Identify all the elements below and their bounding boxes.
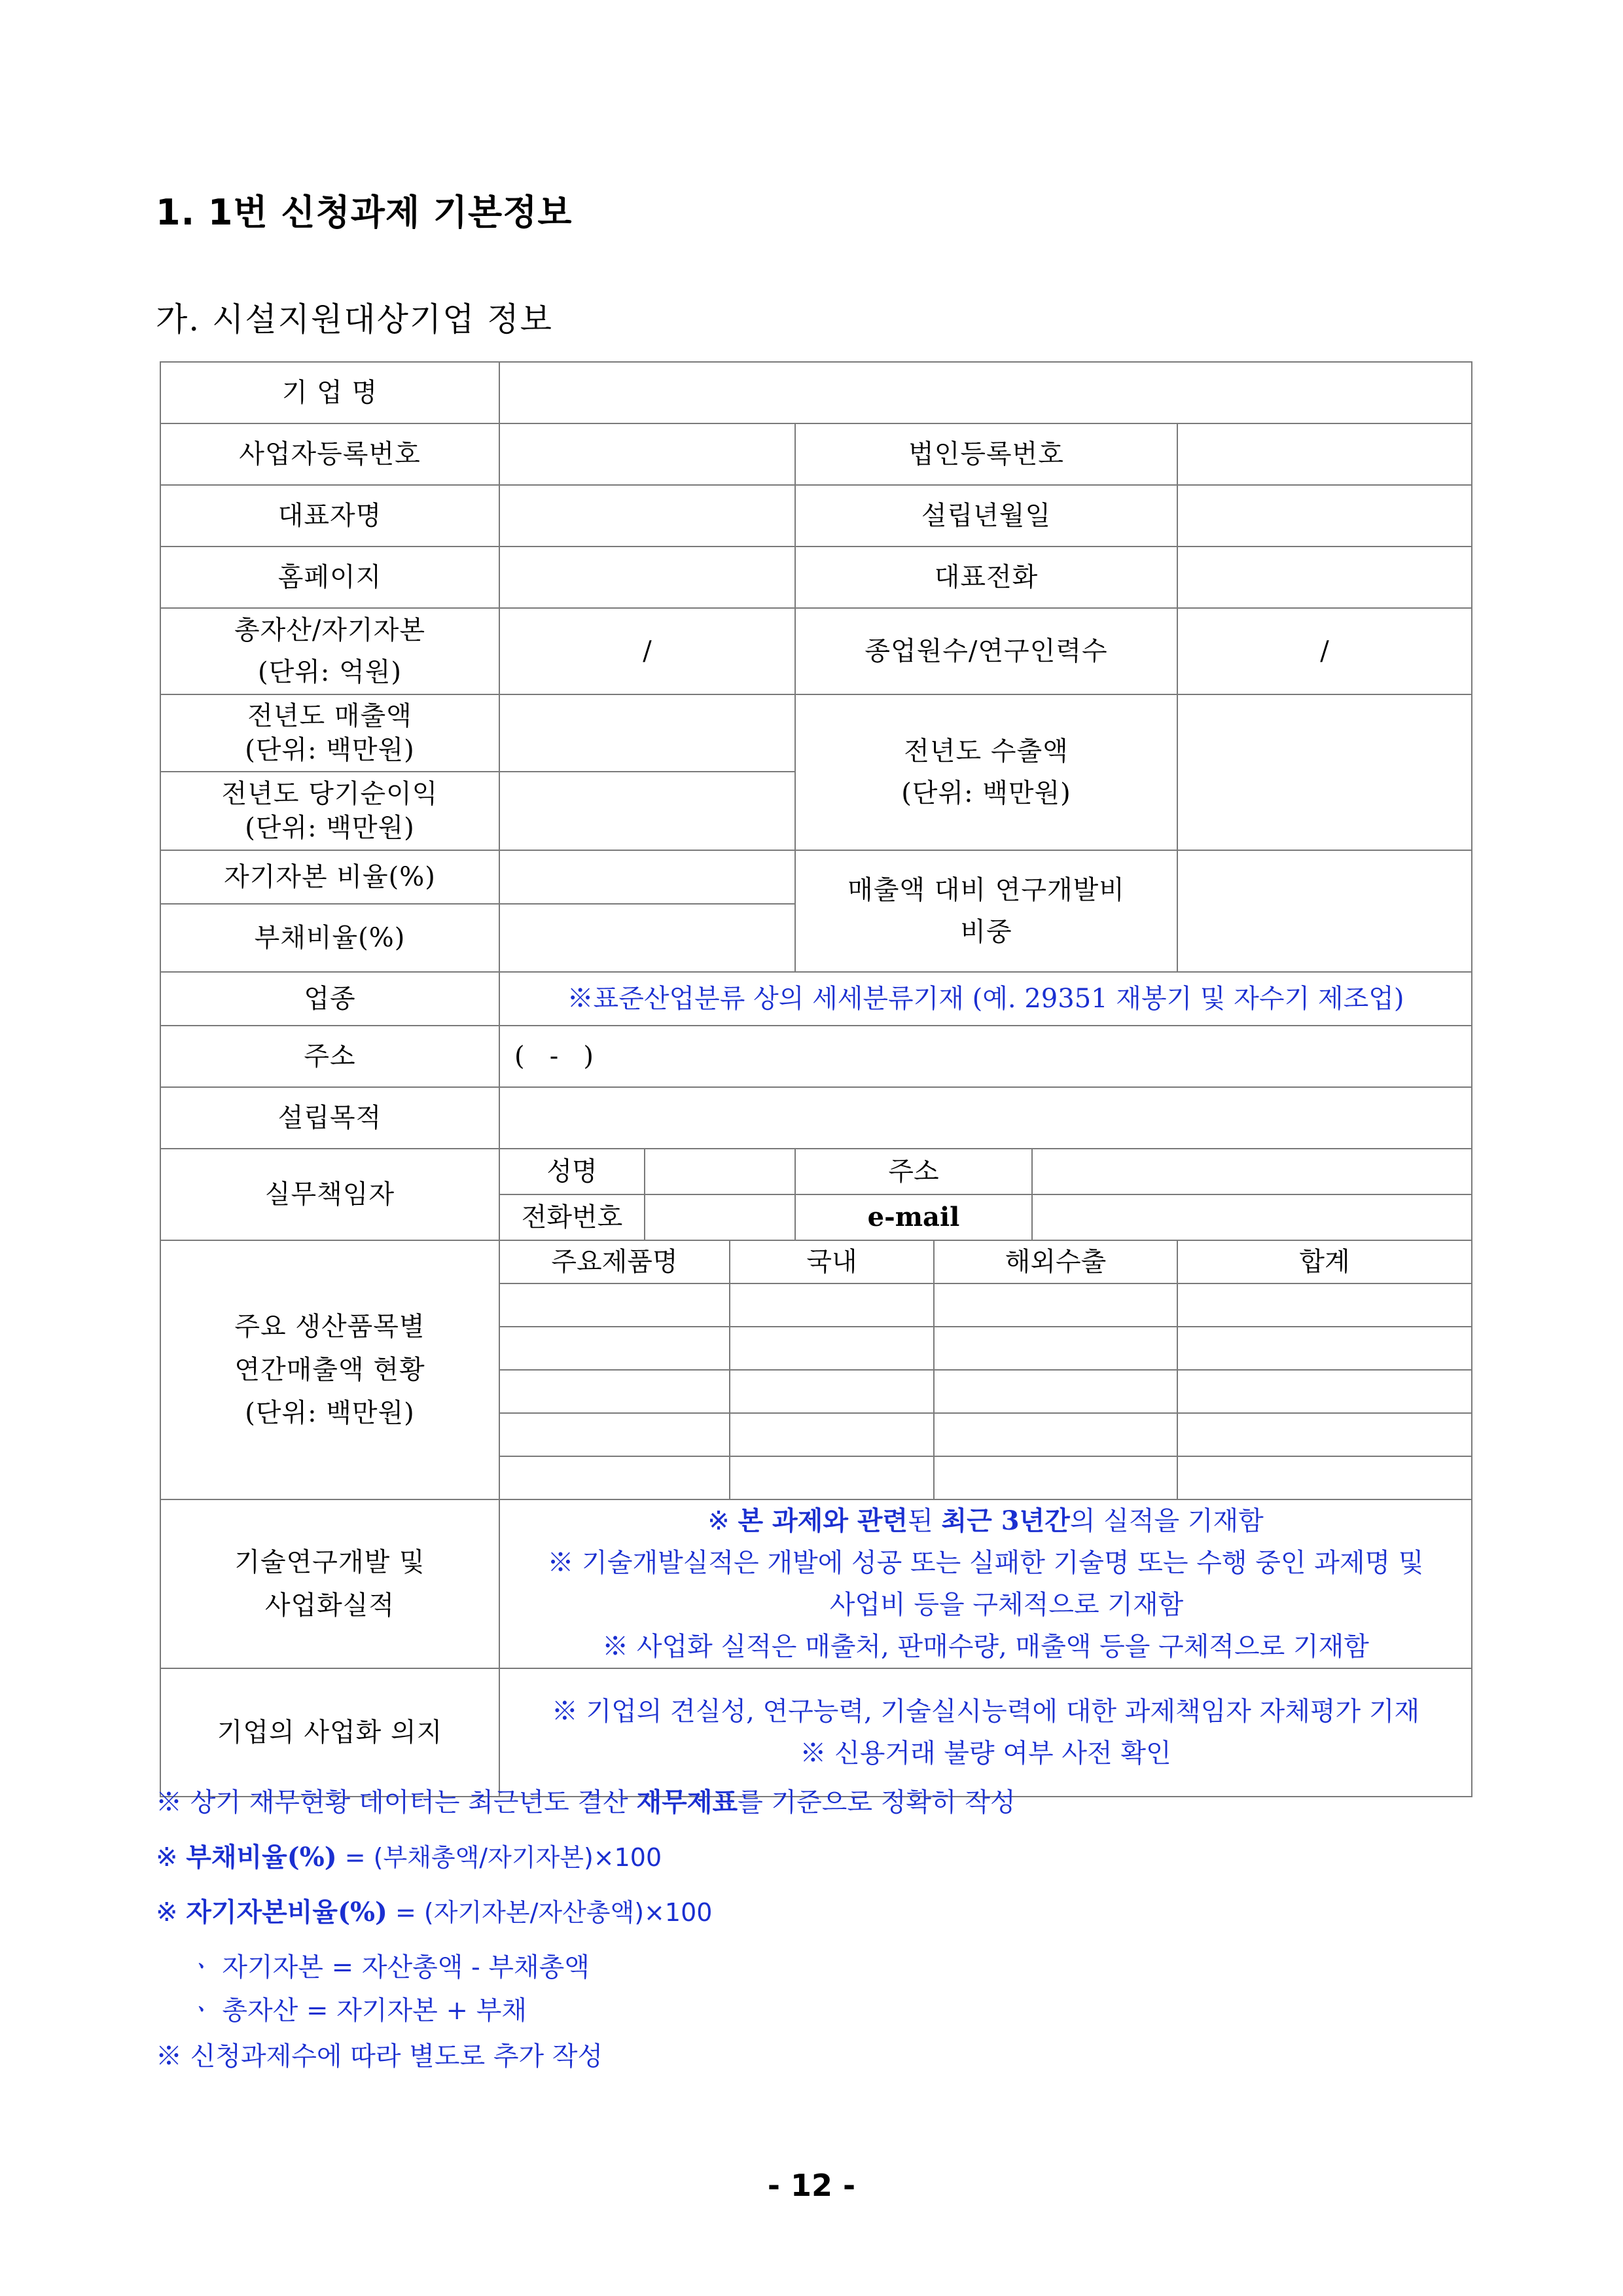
company-info-table xyxy=(160,361,1472,1797)
label-assets-unit: (단위: 억원) xyxy=(258,657,402,687)
product-cell[interactable] xyxy=(499,1327,730,1370)
domestic-cell[interactable] xyxy=(730,1456,934,1499)
label-tech-line1: 기술연구개발 및 xyxy=(234,1547,425,1577)
tech-note-2: ※ 기술개발실적은 개발에 성공 또는 실패한 기술명 또는 수행 중인 과제명 및 xyxy=(547,1548,1424,1578)
label-products xyxy=(160,1240,499,1499)
field-assets[interactable]: / xyxy=(499,608,795,694)
label-sales-line1: 전년도 매출액 xyxy=(247,701,412,731)
footnote-financial-basis: ※ 상기 재무현황 데이터는 최근년도 결산 재무제표를 기준으로 정확히 작성 xyxy=(156,1787,1016,1818)
will-note-2: ※ 신용거래 불량 여부 사전 확인 xyxy=(800,1738,1171,1768)
export-cell[interactable] xyxy=(934,1283,1177,1327)
footnote-assets-def: ㆍ 총자산 = 자기자본 + 부채 xyxy=(188,1996,527,2026)
label-biz-will: 기업의 사업화 의지 xyxy=(160,1668,499,1797)
total-cell[interactable] xyxy=(1177,1413,1472,1456)
field-ceo-name[interactable] xyxy=(499,485,795,547)
total-cell[interactable] xyxy=(1177,1456,1472,1499)
field-manager-phone[interactable] xyxy=(645,1194,795,1240)
field-employees[interactable]: / xyxy=(1177,608,1472,694)
label-debt-ratio: 부채비율(%) xyxy=(160,904,499,972)
field-profit[interactable] xyxy=(499,772,795,850)
field-manager-address[interactable] xyxy=(1032,1149,1472,1194)
label-profit-unit: (단위: 백만원) xyxy=(245,813,415,843)
label-products-unit: (단위: 백만원) xyxy=(245,1398,415,1428)
field-manager-email[interactable] xyxy=(1032,1194,1472,1240)
field-debt-ratio[interactable] xyxy=(499,904,795,972)
field-biz-will[interactable] xyxy=(499,1668,1472,1797)
label-export xyxy=(795,694,1177,850)
label-est-date: 설립년월일 xyxy=(795,485,1177,547)
label-manager-phone: 전화번호 xyxy=(499,1194,645,1240)
product-cell[interactable] xyxy=(499,1456,730,1499)
label-tech-line2: 사업화실적 xyxy=(264,1590,395,1621)
col-header-export: 해외수출 xyxy=(934,1240,1177,1283)
export-cell[interactable] xyxy=(934,1456,1177,1499)
product-cell[interactable] xyxy=(499,1283,730,1327)
label-equity-ratio: 자기자본 비율(%) xyxy=(160,850,499,904)
label-export-unit: (단위: 백만원) xyxy=(901,778,1071,808)
col-header-product: 주요제품명 xyxy=(499,1240,730,1283)
label-industry: 업종 xyxy=(160,972,499,1026)
label-ceo-name: 대표자명 xyxy=(160,485,499,547)
field-equity-ratio[interactable] xyxy=(499,850,795,904)
total-cell[interactable] xyxy=(1177,1327,1472,1370)
subsection-heading: 가. 시설지원대상기업 정보 xyxy=(156,300,553,338)
field-industry[interactable]: ※표준산업분류 상의 세세분류기재 (예. 29351 재봉기 및 자수기 제조업) xyxy=(499,972,1472,1026)
label-export-line1: 전년도 수출액 xyxy=(904,736,1069,766)
label-company-name: 기 업 명 xyxy=(160,362,499,423)
domestic-cell[interactable] xyxy=(730,1413,934,1456)
field-sales[interactable] xyxy=(499,694,795,772)
label-assets-line1: 총자산/자기자본 xyxy=(234,615,425,645)
domestic-cell[interactable] xyxy=(730,1370,934,1413)
label-corp-reg-no: 법인등록번호 xyxy=(795,423,1177,485)
label-products-line2: 연간매출액 현황 xyxy=(234,1355,425,1385)
product-cell[interactable] xyxy=(499,1413,730,1456)
field-phone[interactable] xyxy=(1177,547,1472,608)
footnote-additional: ※ 신청과제수에 따라 별도로 추가 작성 xyxy=(156,2041,603,2072)
label-employees: 종업원수/연구인력수 xyxy=(795,608,1177,694)
label-manager-address: 주소 xyxy=(795,1149,1032,1194)
field-biz-reg-no[interactable] xyxy=(499,423,795,485)
label-profit xyxy=(160,772,499,850)
label-sales xyxy=(160,694,499,772)
tech-note-2b: 사업비 등을 구체적으로 기재함 xyxy=(829,1590,1184,1620)
label-assets xyxy=(160,608,499,694)
label-manager-email: e-mail xyxy=(795,1194,1032,1240)
label-address: 주소 xyxy=(160,1026,499,1087)
field-address[interactable]: ( - ) xyxy=(499,1026,1472,1087)
col-header-total: 합계 xyxy=(1177,1240,1472,1283)
field-tech-record[interactable] xyxy=(499,1499,1472,1668)
label-manager-name: 성명 xyxy=(499,1149,645,1194)
label-rnd-line2: 비중 xyxy=(960,917,1012,947)
label-profit-line1: 전년도 당기순이익 xyxy=(221,779,438,809)
label-biz-reg-no: 사업자등록번호 xyxy=(160,423,499,485)
total-cell[interactable] xyxy=(1177,1370,1472,1413)
domestic-cell[interactable] xyxy=(730,1283,934,1327)
section-heading: 1. 1번 신청과제 기본정보 xyxy=(156,192,573,233)
label-rnd-ratio xyxy=(795,850,1177,972)
field-purpose[interactable] xyxy=(499,1087,1472,1149)
label-products-line1: 주요 생산품목별 xyxy=(234,1312,425,1342)
will-note-1: ※ 기업의 견실성, 연구능력, 기술실시능력에 대한 과제책임자 자체평가 기재 xyxy=(551,1696,1420,1727)
page-number: - 12 - xyxy=(767,2168,856,2203)
total-cell[interactable] xyxy=(1177,1283,1472,1327)
label-tech-record xyxy=(160,1499,499,1668)
label-sales-unit: (단위: 백만원) xyxy=(245,735,415,765)
label-rnd-line1: 매출액 대비 연구개발비 xyxy=(847,875,1125,905)
export-cell[interactable] xyxy=(934,1370,1177,1413)
field-rnd-ratio[interactable] xyxy=(1177,850,1472,972)
label-homepage: 홈페이지 xyxy=(160,547,499,608)
label-phone: 대표전화 xyxy=(795,547,1177,608)
footnote-debt-ratio: ※ 부채비율(%) = (부채총액/자기자본)×100 xyxy=(156,1842,662,1873)
field-homepage[interactable] xyxy=(499,547,795,608)
col-header-domestic: 국내 xyxy=(730,1240,934,1283)
field-corp-reg-no[interactable] xyxy=(1177,423,1472,485)
field-company-name[interactable] xyxy=(499,362,1472,423)
tech-note-3: ※ 사업화 실적은 매출처, 판매수량, 매출액 등을 구체적으로 기재함 xyxy=(602,1632,1369,1662)
footnote-equity-def: ㆍ 자기자본 = 자산총액 - 부채총액 xyxy=(188,1952,590,1982)
export-cell[interactable] xyxy=(934,1413,1177,1456)
product-cell[interactable] xyxy=(499,1370,730,1413)
domestic-cell[interactable] xyxy=(730,1327,934,1370)
field-export[interactable] xyxy=(1177,694,1472,850)
tech-note-1: ※ 본 과제와 관련된 최근 3년간의 실적을 기재함 xyxy=(707,1505,1264,1536)
label-manager: 실무책임자 xyxy=(160,1149,499,1240)
footnote-equity-ratio: ※ 자기자본비율(%) = (자기자본/자산총액)×100 xyxy=(156,1897,713,1928)
label-purpose: 설립목적 xyxy=(160,1087,499,1149)
field-manager-name[interactable] xyxy=(645,1149,795,1194)
export-cell[interactable] xyxy=(934,1327,1177,1370)
field-est-date[interactable] xyxy=(1177,485,1472,547)
